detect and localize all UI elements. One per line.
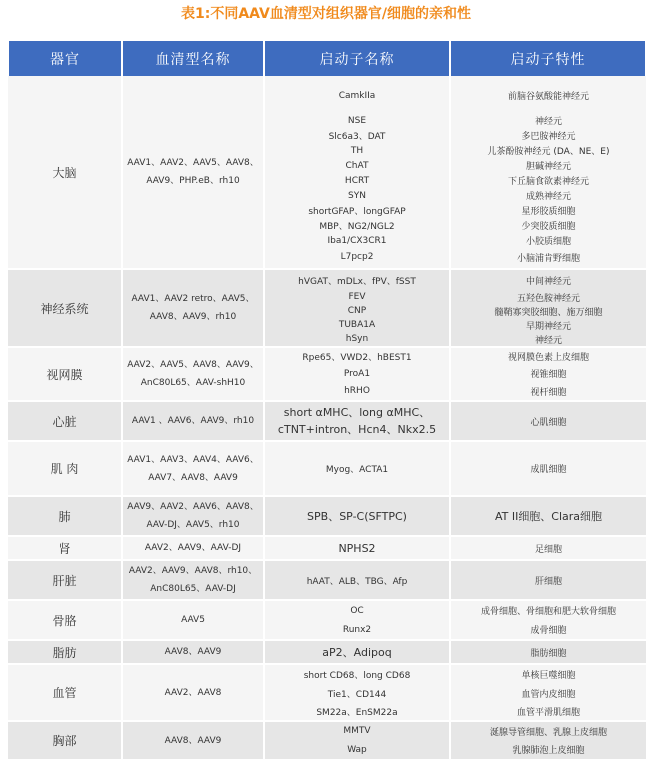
promoter-feature: 成熟神经元 — [525, 192, 571, 202]
promoter-name: MBP、NG2/NGL2 — [319, 222, 395, 232]
promoter-name: hSyn — [345, 334, 369, 344]
promoter-name: Wap — [347, 744, 367, 755]
header-promoter: 启动子名称 — [264, 41, 450, 76]
promoter-cell — [264, 269, 450, 347]
promoter-cell — [264, 496, 450, 536]
promoter-feature: 神经元 — [534, 117, 562, 127]
feature-cell — [450, 640, 646, 664]
promoter-feature: 成肌细胞 — [530, 465, 567, 475]
promoter-feature: 足细胞 — [534, 544, 562, 555]
table-row — [8, 347, 646, 401]
header-feature: 启动子特性 — [450, 41, 646, 76]
promoter-cell — [264, 536, 450, 560]
serotype-cell: AAV1、AAV2 retro、AAV5、AAV8、AAV9、rh10 — [122, 269, 264, 347]
promoter-feature: 少突胶质细胞 — [521, 222, 576, 232]
promoter-feature: 胆碱神经元 — [525, 162, 571, 172]
promoter-name: HCRT — [344, 175, 370, 186]
table-header-row — [8, 41, 646, 76]
serotype-cell: AAV9、AAV2、AAV6、AAV8、AAV-DJ、AAV5、rh10 — [122, 496, 264, 536]
promoter-name: MMTV — [343, 726, 371, 736]
promoter-feature: 星形胶质细胞 — [521, 207, 576, 217]
organ-cell: 胸部 — [8, 721, 122, 760]
organ-cell: 心脏 — [8, 401, 122, 441]
feature-cell — [450, 536, 646, 560]
promoter-name: Runx2 — [342, 624, 372, 635]
promoter-feature: 早期神经元 — [525, 321, 571, 332]
promoter-feature: 成骨细胞、骨细胞和肥大软骨细胞 — [480, 607, 616, 617]
feature-cell — [450, 401, 646, 441]
feature-cell — [450, 600, 646, 640]
promoter-feature: 多巴胺神经元 — [521, 132, 576, 142]
feature-cell — [450, 560, 646, 600]
promoter-name: SYN — [348, 190, 366, 201]
serotype-cell: AAV1 、AAV6、AAV9、rh10 — [122, 401, 264, 441]
promoter-name: ProA1 — [343, 368, 371, 379]
feature-cell — [450, 721, 646, 760]
promoter-feature: 视网膜色素上皮细胞 — [507, 353, 589, 363]
promoter-name: L7pcp2 — [340, 252, 374, 262]
table-row — [8, 269, 646, 347]
table-body — [8, 76, 646, 760]
table-row — [8, 536, 646, 560]
table-row — [8, 496, 646, 536]
promoter-feature: 中间神经元 — [525, 276, 571, 287]
promoter-cell — [264, 347, 450, 401]
promoter-name: aP2、Adipoq — [322, 646, 392, 659]
promoter-feature: 成骨细胞 — [530, 626, 567, 636]
organ-cell: 神经系统 — [8, 269, 122, 347]
table-row — [8, 721, 646, 760]
feature-cell — [450, 347, 646, 401]
organ-cell: 视网膜 — [8, 347, 122, 401]
promoter-name: SPB、SP-C(SFTPC) — [307, 509, 407, 523]
promoter-name: OC — [350, 605, 364, 616]
header-serotype: 血清型名称 — [122, 41, 264, 76]
organ-cell: 肾 — [8, 536, 122, 560]
promoter-name: NSE — [347, 115, 367, 126]
promoter-name: FEV — [348, 292, 366, 302]
promoter-name: Slc6a3、DAT — [328, 132, 386, 142]
promoter-feature: 单核巨噬细胞 — [521, 671, 576, 681]
promoter-name: ChAT — [345, 160, 369, 171]
promoter-name: Iba1/CX3CR1 — [327, 235, 387, 246]
promoter-name: SM22a、EnSM22a — [316, 707, 398, 718]
promoter-feature: 血管内皮细胞 — [521, 689, 576, 700]
promoter-cell — [264, 401, 450, 441]
promoter-name: Myog、ACTA1 — [325, 465, 389, 475]
promoter-name: TH — [350, 145, 364, 156]
promoter-feature: 神经元 — [534, 335, 562, 346]
feature-cell — [450, 76, 646, 269]
promoter-feature: 下丘脑食欲素神经元 — [507, 177, 589, 187]
serotype-cell: AAV1、AAV3、AAV4、AAV6、AAV7、AAV8、AAV9 — [122, 441, 264, 496]
promoter-cell — [264, 76, 450, 269]
table-row — [8, 664, 646, 721]
promoter-name: Tie1、CD144 — [327, 689, 387, 700]
promoter-name: Rpe65、VWD2、hBEST1 — [302, 353, 412, 363]
promoter-name: hVGAT、mDLx、fPV、fSST — [298, 276, 416, 287]
promoter-feature: 五羟色胺神经元 — [516, 293, 580, 304]
feature-cell — [450, 269, 646, 347]
promoter-feature: 肝细胞 — [534, 576, 562, 587]
promoter-feature: 心肌细胞 — [530, 417, 567, 428]
promoter-cell — [264, 600, 450, 640]
promoter-feature: 脂肪细胞 — [530, 648, 567, 659]
promoter-feature: 髓鞘寡突胶细胞、施万细胞 — [494, 307, 603, 318]
feature-cell — [450, 441, 646, 496]
promoter-feature: 血管平滑肌细胞 — [516, 707, 580, 718]
promoter-name: CamkIIa — [338, 90, 376, 101]
organ-cell: 骨胳 — [8, 600, 122, 640]
promoter-feature: 小脑浦肯野细胞 — [516, 253, 580, 264]
promoter-feature: 乳腺肺泡上皮细胞 — [512, 746, 585, 756]
promoter-cell — [264, 721, 450, 760]
organ-cell: 肌 肉 — [8, 441, 122, 496]
organ-cell: 脂肪 — [8, 640, 122, 664]
promoter-feature: 涎腺导管细胞、乳腺上皮细胞 — [489, 727, 607, 738]
promoter-name: short CD68、long CD68 — [303, 671, 411, 681]
promoter-cell — [264, 664, 450, 721]
promoter-cell — [264, 640, 450, 664]
promoter-feature: 前脑谷氨酸能神经元 — [507, 92, 589, 102]
header-organ: 器官 — [8, 41, 122, 76]
promoter-feature: AT II细胞、Clara细胞 — [494, 510, 603, 523]
serotype-cell: AAV2、AAV9、AAV-DJ — [122, 536, 264, 560]
organ-cell: 大脑 — [8, 76, 122, 269]
table-row — [8, 560, 646, 600]
table-row — [8, 441, 646, 496]
organ-cell: 肺 — [8, 496, 122, 536]
organ-cell: 血管 — [8, 664, 122, 721]
serotype-table — [7, 41, 647, 761]
promoter-name: CNP — [347, 306, 367, 316]
table-row — [8, 401, 646, 441]
promoter-name: TUBA1A — [338, 320, 376, 330]
table-row — [8, 640, 646, 664]
organ-cell: 肝脏 — [8, 560, 122, 600]
promoter-name: shortGFAP、longGFAP — [308, 207, 406, 217]
serotype-cell: AAV8、AAV9 — [122, 640, 264, 664]
promoter-feature: 儿茶酚胺神经元 (DA、NE、E) — [487, 147, 610, 157]
promoter-name: NPHS2 — [338, 541, 376, 555]
promoter-cell — [264, 560, 450, 600]
promoter-feature: 视杆细胞 — [530, 387, 567, 398]
serotype-cell: AAV2、AAV5、AAV8、AAV9、AnC80L65、AAV-shH10 — [122, 347, 264, 401]
promoter-feature: 视锥细胞 — [530, 370, 567, 380]
promoter-name: hRHO — [344, 386, 370, 396]
table-title: 表1:不同AAV血清型对组织器官/细胞的亲和性 — [180, 6, 471, 22]
feature-cell — [450, 664, 646, 721]
table-row — [8, 76, 646, 269]
feature-cell — [450, 496, 646, 536]
promoter-feature: 小胶质细胞 — [525, 237, 571, 247]
promoter-cell — [264, 441, 450, 496]
promoter-name: hAAT、ALB、TBG、Afp — [306, 576, 408, 587]
serotype-cell: AAV8、AAV9 — [122, 721, 264, 760]
table-row — [8, 600, 646, 640]
serotype-cell: AAV2、AAV9、AAV8、rh10、AnC80L65、AAV-DJ — [122, 560, 264, 600]
serotype-cell: AAV2、AAV8 — [122, 664, 264, 721]
serotype-cell: AAV5 — [122, 600, 264, 640]
serotype-cell: AAV1、AAV2、AAV5、AAV8、AAV9、PHP.eB、rh10 — [122, 76, 264, 269]
promoter-name: short αMHC、long αMHC、cTNT+intron、Hcn4、Nkx2.5 — [277, 406, 437, 436]
